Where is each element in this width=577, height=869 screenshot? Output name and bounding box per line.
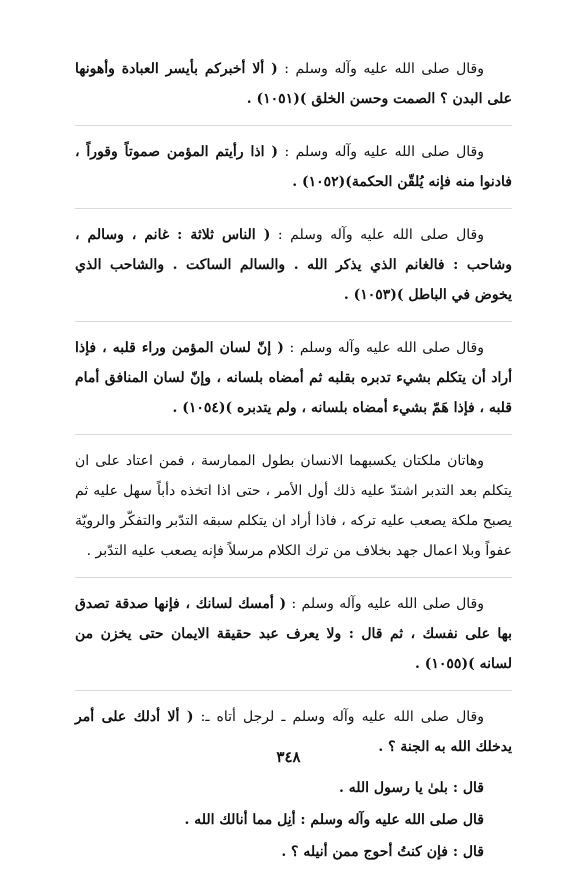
paragraph-commentary [75, 446, 512, 566]
paragraph-intro: وقال صلى الله عليه وآله وسلم ـ لرجل أتاه ـ: [193, 709, 484, 725]
dialog-line-1: قال : بلىٰ يا رسول الله . [339, 780, 484, 796]
paragraph-intro: وقال صلى الله عليه وآله وسلم : [283, 340, 484, 356]
paragraph-1 [75, 54, 512, 114]
hadith-quote: ( ألا أدلك على أمر يدخلك الله به الجنة ؟ . [75, 709, 512, 755]
hadith-quote: ( اذا رأيتم المؤمن صموتاً وقوراً ، فادنوا منه فإنه يُلقّن الحكمة)(١٠٥٢) . [75, 144, 512, 190]
page-number: ٣٤٨ [276, 748, 301, 766]
paragraph-intro: وقال صلى الله عليه وآله وسلم : [277, 61, 484, 77]
divider [75, 577, 512, 578]
hadith-quote: ( الناس ثلاثة : غانم ، وسالم ، وشاحب : فالغانم الذي يذكر الله . والسالم الساكت . والشاحب الذي يخوض في الباطل )(١٠٥٣) . [75, 227, 512, 303]
divider [75, 321, 512, 322]
paragraph-2 [75, 137, 512, 197]
commentary-text: وهاتان ملكتان يكسبهما الانسان بطول الممارسة ، فمن اعتاد على ان يتكلم بعد التدبر اشتدّ عليه ذلك أول الأمر ، حتى اذا اتخذه دأباً سهل عليه ثم يصبح ملكة يصعب عليه تركه ، فاذا أراد ان يتكلم سبقه التدّبر والتفكّر والرويّة عفواً وبلا اعمال جهد بخلاف من ترك الكلام مرسلاً فإنه يصعب عليه التدّبر . [75, 453, 512, 559]
hadith-quote: ( أمسك لسانك ، فإنها صدقة تصدق بها على نفسك ، ثم قال : ولا يعرف عبد حقيقة الايمان حتى يخزن من لسانه )(١٠٥٥) . [75, 596, 512, 672]
hadith-quote: ( إنّ لسان المؤمن وراء قلبه ، فإذا أراد أن يتكلم بشيء تدبره بقلبه ثم أمضاه بلسانه ، وإنّ لسان المنافق أمام قلبه ، فإذا هَمّ بشيء أمضاه بلسانه ، ولم يتدبره )(١٠٥٤) . [75, 340, 512, 416]
divider [75, 690, 512, 691]
paragraph-6 [75, 589, 512, 679]
divider [75, 125, 512, 126]
dialog-line-3: قال : فإن كنتُ أحوج ممن أنيله ؟ . [281, 844, 484, 860]
paragraph-3 [75, 220, 512, 310]
paragraph-4 [75, 333, 512, 423]
dialog-line-2: قال صلى الله عليه وآله وسلم : أنِل مما أنالك الله . [184, 812, 484, 828]
divider [75, 434, 512, 435]
paragraph-intro: وقال صلى الله عليه وآله وسلم : [286, 596, 484, 612]
divider [75, 208, 512, 209]
paragraph-intro: وقال صلى الله عليه وآله وسلم : [277, 144, 484, 160]
paragraph-intro: وقال صلى الله عليه وآله وسلم : [270, 227, 484, 243]
hadith-quote: ( ألا أخبركم بأيسر العبادة وأهونها على البدن ؟ الصمت وحسن الخلق )(١٠٥١) . [75, 61, 512, 107]
page-body [75, 54, 512, 869]
